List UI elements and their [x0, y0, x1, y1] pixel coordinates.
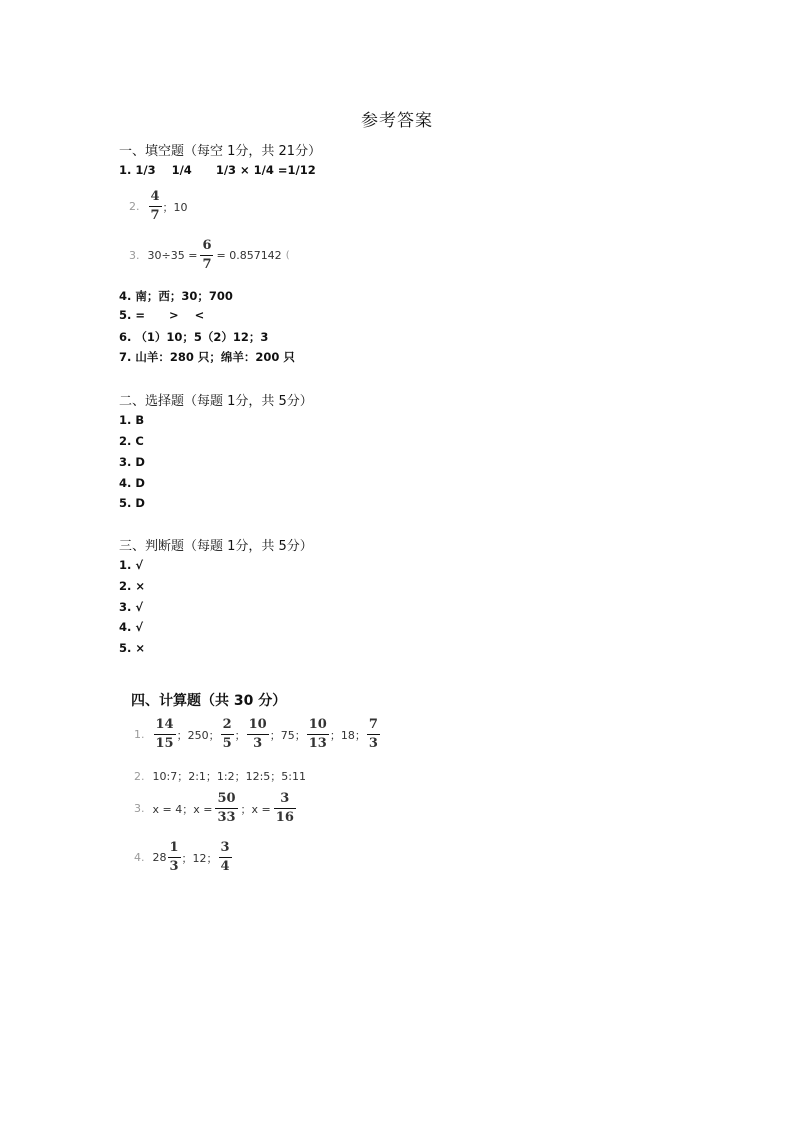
denominator: 5 [222, 736, 232, 751]
numerator: 4 [150, 189, 160, 204]
answer-text: ；75； [269, 728, 306, 742]
denominator: 3 [169, 859, 179, 874]
item-number: 2. [129, 200, 140, 213]
choice-answer-4: 4. D [119, 476, 145, 490]
fraction [248, 718, 268, 751]
calc-answer-1 [134, 718, 381, 751]
fraction [169, 841, 180, 874]
fill-answer-6: 6. （1）10；5（2）12；3 [119, 330, 269, 344]
item-number: 4. [134, 851, 145, 864]
mixed-whole: 28 [152, 851, 167, 864]
fraction [220, 841, 231, 874]
denominator: 3 [247, 734, 269, 751]
item-number: 2. [134, 769, 145, 783]
denominator: 15 [155, 736, 174, 751]
denominator: 3 [368, 736, 378, 751]
cropped-mark: ( [285, 250, 290, 261]
denominator: 13 [308, 736, 327, 751]
judge-answer-2: 2. × [119, 579, 146, 593]
item-number: 3. [134, 802, 145, 815]
numerator: 1 [169, 840, 179, 855]
section-calc-heading: 四、计算题（共 30 分） [131, 693, 287, 709]
answer-text: ；10 [162, 200, 188, 214]
calc-answer-2 [134, 768, 306, 784]
choice-answer-1: 1. B [119, 413, 145, 427]
fraction [155, 718, 175, 751]
item-number: 3. [129, 249, 140, 262]
answer-text: 30÷35 = [147, 249, 198, 262]
choice-answer-2: 2. C [119, 434, 144, 448]
denominator: 7 [150, 208, 160, 223]
answer-text: ；18； [329, 728, 366, 742]
fraction [150, 190, 161, 223]
numerator: 10 [248, 717, 267, 732]
judge-answer-3: 3. √ [119, 600, 144, 614]
answer-text: ；x = [240, 802, 271, 816]
numerator: 3 [280, 791, 290, 806]
denominator: 7 [202, 257, 212, 272]
answer-text: x = 4；x = [152, 802, 213, 816]
fill-answer-3 [129, 239, 290, 272]
fill-answer-5: 5. = > < [119, 308, 205, 322]
numerator: 10 [308, 717, 327, 732]
calc-answer-3 [134, 792, 299, 825]
fill-answer-1: 1. 1/3 1/4 1/3 × 1/4 =1/12 [119, 163, 316, 177]
fraction [222, 718, 233, 751]
numerator: 6 [202, 238, 212, 253]
answer-text: ；12； [181, 851, 218, 865]
calc-answer-4 [134, 841, 233, 874]
denominator: 33 [217, 810, 236, 825]
fill-answer-7: 7. 山羊：280 只；绵羊：200 只 [119, 350, 295, 364]
page-title: 参考答案 [361, 111, 433, 131]
fill-answer-4: 4. 南；西；30；700 [119, 289, 233, 303]
answer-text: = 0.857142 [216, 249, 282, 262]
judge-answer-1: 1. √ [119, 558, 144, 572]
answer-text: 10:7；2:1；1:2；12:5；5:11 [152, 770, 307, 783]
section-fill-heading: 一、填空题（每空 1分，共 21分） [119, 144, 322, 159]
item-number: 1. [134, 728, 145, 741]
section-judge-heading: 三、判断题（每题 1分，共 5分） [119, 539, 313, 554]
answer-text: ；250； [176, 728, 220, 742]
denominator: 4 [220, 859, 230, 874]
choice-answer-5: 5. D [119, 496, 145, 510]
choice-answer-3: 3. D [119, 455, 145, 469]
judge-answer-5: 5. × [119, 641, 146, 655]
numerator: 3 [220, 840, 230, 855]
denominator: 16 [275, 810, 294, 825]
numerator: 50 [217, 791, 236, 806]
fraction [201, 239, 212, 272]
fraction [368, 718, 379, 751]
fraction [308, 718, 328, 751]
judge-answer-4: 4. √ [119, 620, 144, 634]
answer-text: ； [234, 728, 246, 742]
numerator: 14 [155, 717, 174, 732]
numerator: 2 [222, 717, 232, 732]
fill-answer-2 [129, 190, 188, 223]
section-choice-heading: 二、选择题（每题 1分，共 5分） [119, 394, 313, 409]
fraction [275, 792, 295, 825]
numerator: 7 [368, 717, 378, 732]
fraction [216, 792, 236, 825]
